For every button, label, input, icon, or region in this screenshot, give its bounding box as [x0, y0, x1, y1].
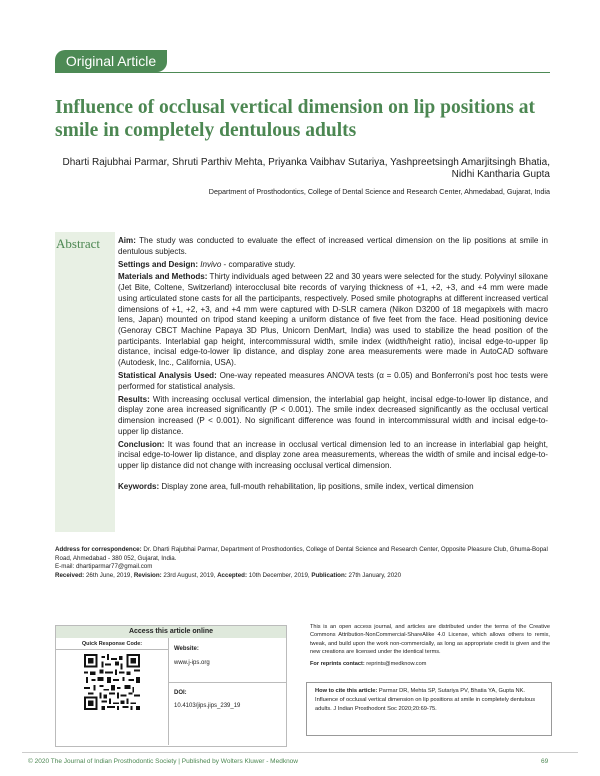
correspondence-label: Address for correspondence:: [55, 546, 142, 553]
page-number: 69: [541, 758, 549, 765]
settings-italic: Invivo: [200, 259, 222, 269]
authors-line-2: Nidhi Kantharia Gupta: [451, 169, 550, 180]
header-rule: [55, 72, 550, 73]
aim-label: Aim:: [118, 236, 136, 245]
aim-text: The study was conducted to evaluate the effect of increased vertical dimension on the lip positions at smile in dentulous subjects.: [118, 236, 549, 256]
publication-label: Publication:: [311, 571, 347, 579]
access-heading: Access this article online: [56, 626, 286, 638]
abstract-stats: [118, 371, 548, 392]
qr-code-icon[interactable]: [84, 654, 140, 710]
stats-text: One-way repeated measures ANOVA tests (α = 0.05) and Bonferroni's post hoc tests were performed for statistical analysis.: [118, 371, 548, 391]
abstract-body: [118, 236, 548, 495]
settings-text: - comparative study.: [221, 259, 296, 269]
citation-text: Parmar DR, Mehta SP, Sutariya PV, Bhatia YA, Gupta NK. Influence of occlusal vertical dimension on lip positions at smile in completely dentulous adults. J Indian Prosthodont Soc 2020;20:69-75.: [315, 688, 536, 712]
accepted-date: 10th December, 2019,: [248, 571, 310, 579]
conclusion-text: It was found that an increase in occlusal vertical dimension led to an increase in interlabial gap height, incisal edge-to-lower lip distance, and display zone area measurements, whereas the width of smile and incisal edge-to-upper lip distance did not change with increasing occlusal vertical dimension.: [118, 439, 548, 470]
abstract-keywords: [118, 482, 548, 493]
correspondence-text: Dr. Dharti Rajubhai Parmar, Department of Prosthodontics, College of Dental Science and Research Center, Opposite Pleasure Club, Ghuma-Bopal Road, Ahmedabad - 380 052, Gujarat, India.: [55, 546, 548, 562]
abstract-methods: [118, 272, 548, 368]
results-label: Results:: [118, 394, 150, 404]
conclusion-label: Conclusion:: [118, 439, 165, 449]
abstract-conclusion: [118, 440, 548, 472]
footer-text: © 2020 The Journal of Indian Prosthodontic Society | Published by Wolters Kluwer - Medknow: [28, 758, 298, 765]
citation-label: How to cite this article:: [315, 688, 378, 694]
methods-text: Thirty individuals aged between 22 and 30 years were selected for the study. Polyvinyl siloxane (Jet Bite, Coltene, Switzerland) interocclusal bite records of varying thickness of +1, +2, +3, and +4 mm were made using articulated stone casts for all the participants, respectively. Posed smile photographs at different increased vertical dimensions of +1, +2, +3, and +4 mm were captured with D-SLR camera (Nikon D3200 of 18 megapixels with macro lens, Japan) mounted on tripod stand keeping a uniform distance of five feet from the face. Head positioning device (Genoray CBCT Machine Papaya 3D Plus, Unicorn DenMart, India) was used to stabilize the head position of the participants. Interlabial gap height, intercommissural width, smile index (width/height ratio), incisal edge-to-upper lip distance, incisal edge-to-lower lip distance, and display zone area measurements were made in AutoCAD software (Autodesk, Inc., California, USA).: [118, 272, 548, 368]
access-divider-horizontal: [168, 682, 286, 683]
doi-label: DOI:: [174, 690, 187, 696]
correspondence-email[interactable]: E-mail: dhartiparmar77@gmail.com: [55, 563, 153, 571]
affiliation: Department of Prosthodontics, College of Dental Science and Research Center, Ahmedabad, Gujarat, India: [208, 187, 550, 196]
reprint-line: [310, 661, 426, 667]
keywords-text: Display zone area, full-mouth rehabilitation, lip positions, smile index, vertical dimension: [161, 481, 474, 491]
reprint-label: For reprints contact:: [310, 661, 365, 667]
website-label: Website:: [174, 646, 199, 652]
doi-link[interactable]: 10.4103/jips.jips_239_19: [174, 703, 241, 709]
abstract-label: Abstract: [56, 236, 101, 251]
qr-label: Quick Response Code:: [56, 639, 168, 650]
received-label: Received:: [55, 571, 85, 579]
methods-label: Materials and Methods:: [118, 272, 208, 282]
reprint-email[interactable]: reprints@medknow.com: [366, 661, 427, 667]
abstract-results: [118, 395, 548, 438]
license-text: This is an open access journal, and articles are distributed under the terms of the Creative Commons Attribution-NonCommercial-ShareAlike 4.0 License, which allows others to remix, tweak, and build upon the work non-commercially, as long as appropriate credit is given and the new creations are licensed under the identical terms.: [310, 624, 550, 656]
publication-date: 27th January, 2020: [348, 571, 402, 579]
abstract-settings: [118, 260, 548, 271]
footer-rule: [22, 752, 578, 753]
website-link[interactable]: www.j-ips.org: [174, 660, 210, 666]
authors-line-1: Dharti Rajubhai Parmar, Shruti Parthiv Mehta, Priyanka Vaibhav Sutariya, Yashpreetsingh Amarjitsingh Bhatia,: [62, 157, 550, 168]
revision-date: 23rd August, 2019,: [163, 571, 216, 579]
authors: [55, 157, 550, 181]
abstract-aim: [118, 236, 548, 257]
correspondence-block: [55, 546, 550, 580]
access-divider-vertical: [168, 638, 169, 745]
dates-line: [55, 572, 550, 581]
keywords-label: Keywords:: [118, 481, 160, 491]
received-date: 26th June, 2019,: [85, 571, 133, 579]
settings-label: Settings and Design:: [118, 259, 199, 269]
correspondence-address: [55, 546, 550, 563]
stats-label: Statistical Analysis Used:: [118, 371, 217, 380]
revision-label: Revision:: [133, 571, 162, 579]
results-text: With increasing occlusal vertical dimension, the interlabial gap height, incisal edge-to-lower lip distance, and display zone area increased significantly (P < 0.001). The smile index decreased significantly as the occlusal vertical dimension increased (P < 0.001). No significant difference was found in intercommissural width and incisal edge-to-upper lip distance.: [118, 394, 548, 436]
article-title: Influence of occlusal vertical dimension on lip positions at smile in completely dentulous adults: [55, 97, 535, 141]
citation-text-block: [315, 687, 547, 713]
abstract-label-background: [55, 232, 115, 532]
article-type-tab: Original Article: [55, 50, 167, 72]
accepted-label: Accepted:: [217, 571, 248, 579]
